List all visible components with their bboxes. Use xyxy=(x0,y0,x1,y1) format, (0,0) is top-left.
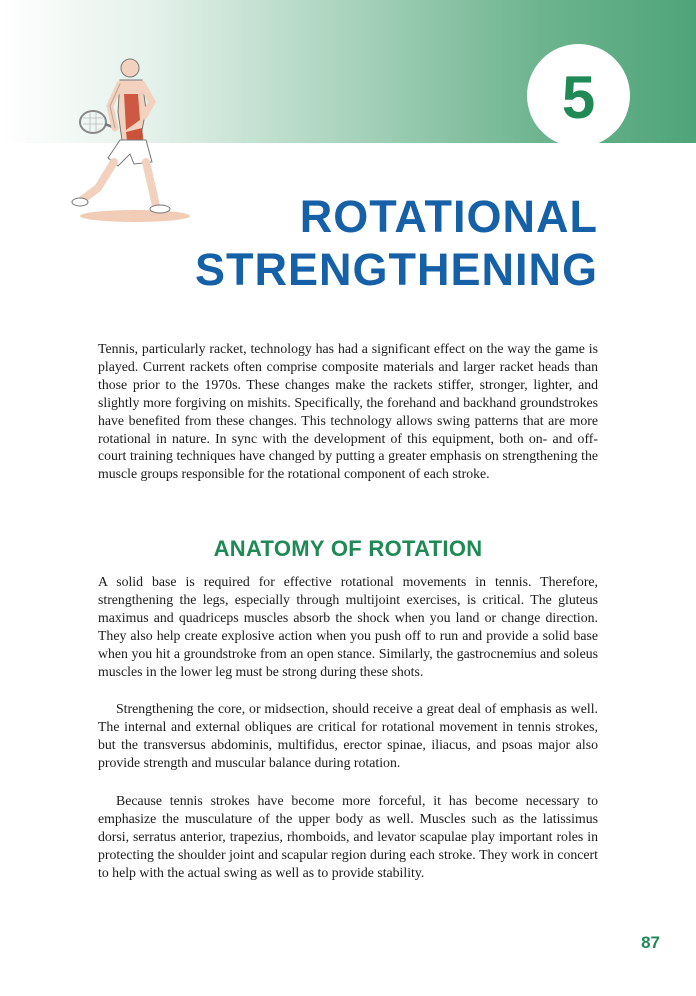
section-heading: ANATOMY OF ROTATION xyxy=(213,536,483,561)
chapter-title-line-1: ROTATIONAL xyxy=(299,191,598,242)
page-number: 87 xyxy=(641,933,660,952)
chapter-number: 5 xyxy=(561,63,596,131)
body-paragraph-3: Because tennis strokes have become more forceful, it has become necessary to emphasize the musculature of the upper body as well. Muscles such as the latissimus dorsi, serratus anterior, trapezius, rhomboids, and levator scapulae play important roles in protecting the shoulder joint and scapular region during each stroke. They work in concert to help with the actual swing as well as to provide stability. xyxy=(98,793,598,880)
body-paragraph-2: Strengthening the core, or midsection, should receive a great deal of emphasis as well. The internal and external obliques are critical for rotational movement in tennis strokes, but the transversus abdominis, multifidus, erector spinae, iliacus, and psoas major also provide strength and muscular balance during rotation. xyxy=(98,701,598,770)
chapter-title xyxy=(195,190,598,296)
tennis-player-anatomy-illustration xyxy=(60,50,200,230)
chapter-number-badge xyxy=(527,44,630,147)
intro-paragraph: Tennis, particularly racket, technology has had a significant effect on the way the game is played. Current rackets often comprise composite materials and larger racket heads than those prior to the 1970s. These changes make the rackets stiffer, stronger, lighter, and slightly more forgiving on mishits. Specifically, the forehand and backhand groundstrokes have benefited from these changes. This technology allows swing patterns that are more rotational in nature. In sync with the development of this equipment, both on- and off-court training techniques have changed by putting a greater emphasis on strengthening the muscle groups responsible for the rotational component of each stroke. xyxy=(98,341,598,482)
chapter-title-line-2: STRENGTHENING xyxy=(194,244,598,295)
body-paragraph-1: A solid base is required for effective rotational movements in tennis. Therefore, strengthening the legs, especially through multijoint exercises, is critical. The gluteus maximus and quadriceps muscles absorb the shock when you land or change direction. They also help create explosive action when you push off to run and provide a solid base when you hit a groundstroke from an open stance. Similarly, the gastrocnemius and soleus muscles in the lower leg must be strong during these shots. xyxy=(98,574,598,679)
